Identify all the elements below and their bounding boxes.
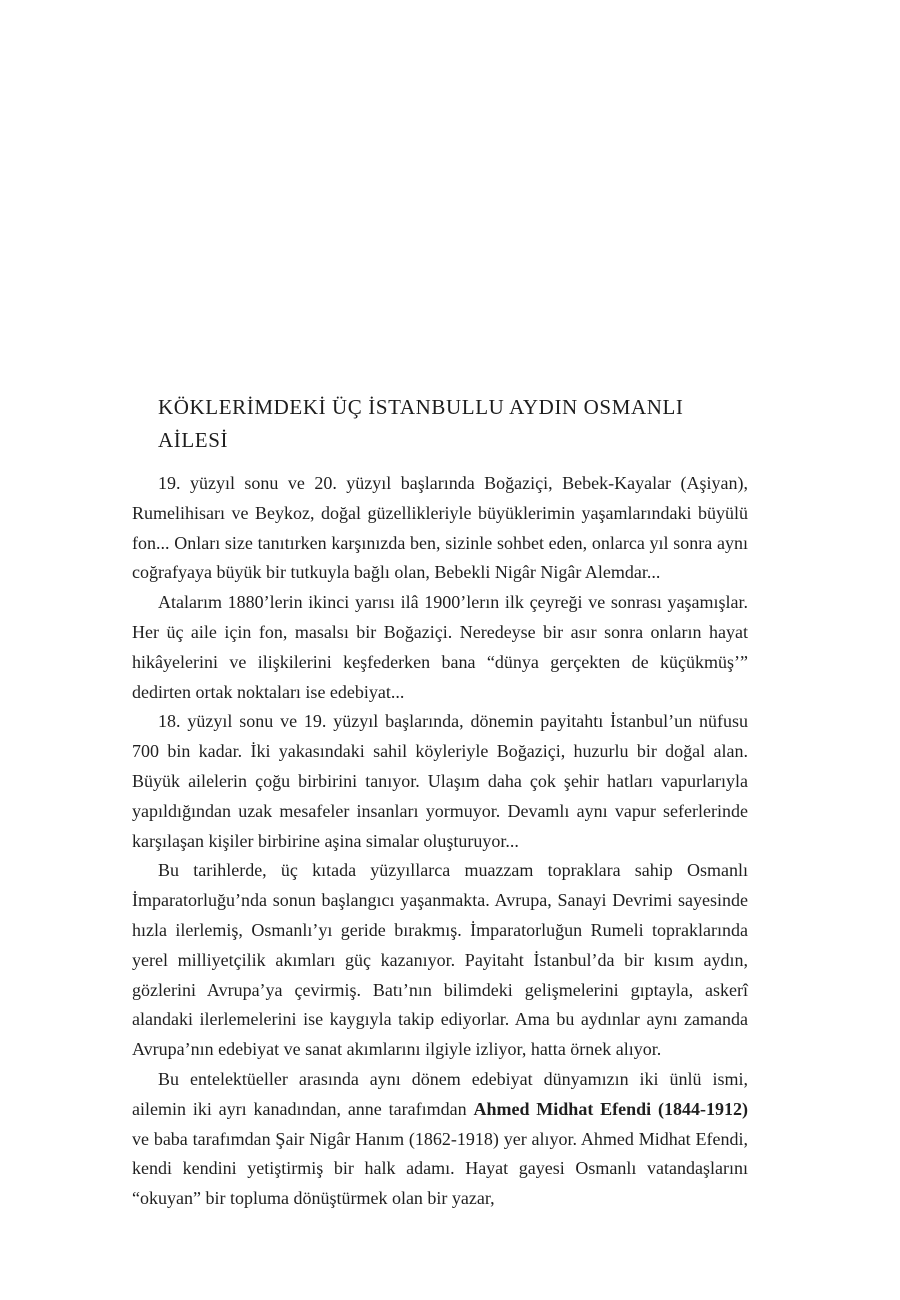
- paragraph-1: 19. yüzyıl sonu ve 20. yüzyıl başlarında Boğaziçi, Bebek-Kayalar (Aşiyan), Rumelihisarı ve Beykoz, doğal güzellikleriyle büyüklerimin yaşamlarındaki büyülü fon... Onları size tanıtırken karşınızda ben, sizinle sohbet eden, onlarca yıl sonra aynı coğrafyaya büyük bir tutkuyla bağlı olan, Bebekli Nigâr Nigâr Alemdar...: [132, 473, 748, 583]
- paragraph-5-text-before: Bu entelektüeller arasında aynı dönem edebiyat dünyamızın iki ünlü ismi, ailemin iki ayrı kanadından, anne tarafımdan: [132, 1068, 748, 1119]
- paragraph-5: [132, 1065, 748, 1214]
- paragraph-4: Bu tarihlerde, üç kıtada yüzyıllarca muazzam topraklara sahip Osmanlı İmparatorluğu’nda sonun başlangıcı yaşanmakta. Avrupa, Sanayi Devrimi sayesinde hızla ilerlemiş, Osmanlı’yı geride bırakmış. İmparatorluğun Rumeli topraklarında yerel milliyetçilik akımları güç kazanıyor. Payitaht İstanbul’da bir kısım aydın, gözlerini Avrupa’ya çevirmiş. Batı’nın bilimdeki gelişmelerini gıptayla, askerî alandaki ilerlemelerini ise kaygıyla takip ediyorlar. Ama bu aydınlar aynı zamanda Avrupa’nın edebiyat ve sanat akımlarını ilgiyle izliyor, hatta örnek alıyor.: [132, 860, 748, 1060]
- chapter-title: KÖKLERİMDEKİ ÜÇ İSTANBULLU AYDIN OSMANLI AİLESİ: [158, 395, 684, 452]
- paragraph-3: 18. yüzyıl sonu ve 19. yüzyıl başlarında, dönemin payitahtı İstanbul’un nüfusu 700 bin kadar. İki yakasındaki sahil köyleriyle Boğaziçi, huzurlu bir doğal alan. Büyük ailelerin çoğu birbirini tanıyor. Ulaşım daha çok şehir hatları vapurlarıyla yapıldığından uzak mesafeler insanları yormuyor. Devamlı aynı vapur seferlerinde karşılaşan kişiler birbirine aşina simalar oluşturuyor...: [132, 711, 748, 851]
- ahmed-midhat-name-bold: Ahmed Midhat Efendi (1844-1912): [473, 1098, 748, 1119]
- paragraph-2: Atalarım 1880’lerin ikinci yarısı ilâ 1900’lerın ilk çeyreği ve sonrası yaşamışlar. Her üç aile için fon, masalsı bir Boğaziçi. Neredeyse bir asır sonra onların hayat hikâyelerini ve ilişkilerini keşfederken bana “dünya gerçekten de küçükmüş’” dedirten ortak noktaları ise edebiyat...: [132, 592, 748, 702]
- chapter-body: [132, 469, 748, 1214]
- paragraph-5-text-after: ve baba tarafımdan Şair Nigâr Hanım (1862-1918) yer alıyor. Ahmed Midhat Efendi, kendi kendini yetiştirmiş bir halk adamı. Hayat gayesi Osmanlı vatandaşlarını “okuyan” bir topluma dönüştürmek olan bir yazar,: [132, 1128, 748, 1209]
